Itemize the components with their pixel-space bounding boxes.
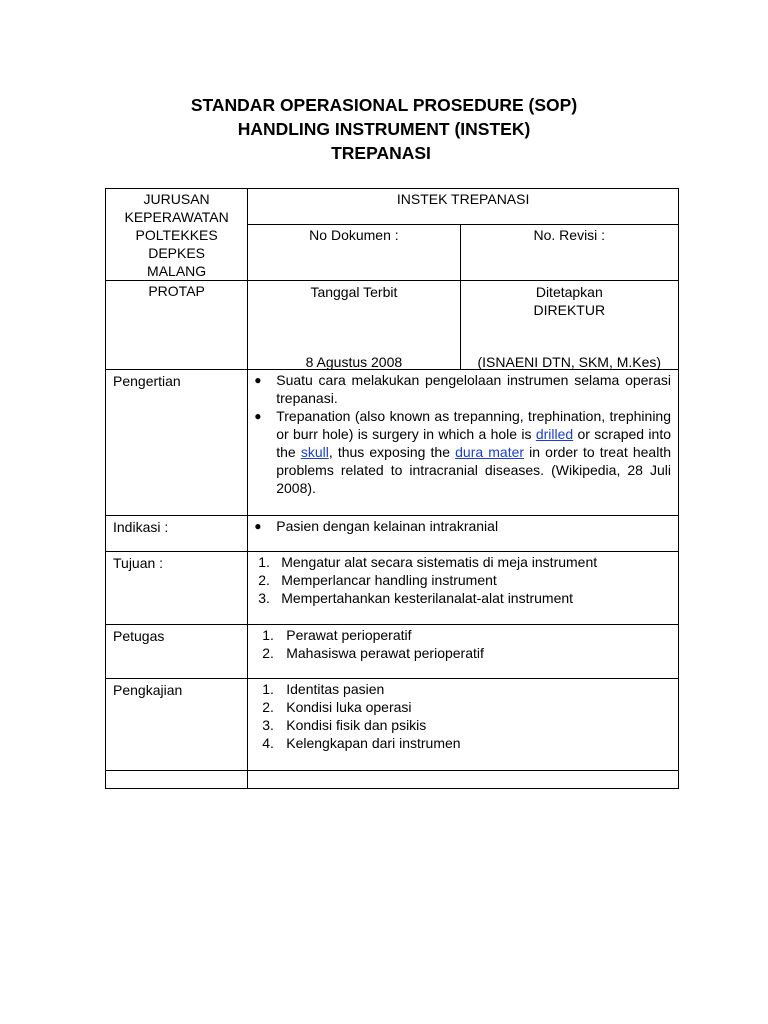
petugas-label: Petugas bbox=[106, 625, 248, 679]
petugas-content bbox=[248, 625, 679, 679]
tanggal-terbit-label: Tanggal Terbit bbox=[310, 284, 398, 300]
list-item: 1. Perawat perioperatif bbox=[262, 627, 412, 643]
direktur-name: (ISNAENI DTN, SKM, M.Kes) bbox=[477, 354, 662, 370]
petugas-item-text: Perawat perioperatif bbox=[286, 627, 412, 643]
pengertian-item-text: or scraped into the bbox=[276, 426, 671, 460]
direktur-label: DIREKTUR bbox=[533, 302, 606, 318]
sop-table bbox=[105, 188, 679, 789]
tujuan-item-text: Mempertahankan kesterilanalat-alat instrument bbox=[281, 590, 574, 606]
ditetapkan-block bbox=[461, 283, 678, 319]
institution-cell bbox=[106, 189, 248, 281]
list-item bbox=[248, 371, 678, 407]
institution-line: JURUSAN bbox=[143, 191, 210, 207]
ditetapkan-label: Ditetapkan bbox=[535, 284, 603, 300]
document-title: INSTEK TREPANASI bbox=[248, 189, 679, 225]
pengertian-label: Pengertian bbox=[106, 370, 248, 516]
list-item bbox=[248, 407, 678, 497]
sop-title-line2: HANDLING INSTRUMENT (INSTEK) bbox=[237, 119, 531, 139]
ditetapkan-cell bbox=[460, 281, 678, 370]
indikasi-content bbox=[248, 516, 679, 552]
pengkajian-label: Pengkajian bbox=[106, 679, 248, 771]
sop-title-line3: TREPANASI bbox=[331, 143, 431, 163]
list-item bbox=[248, 517, 678, 535]
pengkajian-item-text: Kelengkapan dari instrumen bbox=[286, 735, 461, 751]
bullet-dot-icon: ● bbox=[254, 373, 262, 387]
institution-line: KEPERAWATAN bbox=[124, 209, 229, 225]
link-skull[interactable]: skull bbox=[300, 444, 329, 460]
empty-cell bbox=[106, 771, 248, 789]
institution-line: MALANG bbox=[147, 263, 207, 279]
tujuan-label: Tujuan : bbox=[106, 552, 248, 625]
pengkajian-item-text: Identitas pasien bbox=[286, 681, 385, 697]
empty-cell bbox=[248, 771, 679, 789]
sop-title-line1: STANDAR OPERASIONAL PROSEDURE (SOP) bbox=[190, 95, 578, 115]
pengertian-content bbox=[248, 370, 679, 516]
pengertian-item-text: Trepanation (also known as trepanning, trephination, trephining or burr hole) is surgery in which a hole is bbox=[276, 408, 671, 442]
tujuan-content bbox=[248, 552, 679, 625]
bullet-dot-icon: ● bbox=[254, 409, 262, 423]
bullet-dot-icon: ● bbox=[254, 519, 262, 533]
pengertian-item-text: , thus exposing the bbox=[328, 444, 456, 460]
pengkajian-content bbox=[248, 679, 679, 771]
institution-line: POLTEKKES bbox=[135, 227, 218, 243]
pengertian-item-text: Suatu cara melakukan pengelolaan instrumen selama operasi trepanasi. bbox=[276, 372, 671, 406]
list-item: 4. Kelengkapan dari instrumen bbox=[262, 735, 461, 751]
list-item: 3. Kondisi fisik dan psikis bbox=[262, 717, 427, 733]
protap-cell bbox=[106, 281, 248, 370]
no-revisi-label: No. Revisi : bbox=[533, 227, 606, 244]
list-item: 2. Memperlancar handling instrument bbox=[258, 572, 497, 588]
pengertian-item-text: in order to treat health problems related to intracranial diseases. (Wikipedia, 28 Juli 2008). bbox=[276, 444, 671, 496]
tujuan-item-text: Mengatur alat secara sistematis di meja instrument bbox=[281, 554, 598, 570]
protap-label: PROTAP bbox=[148, 283, 205, 299]
indikasi-label: Indikasi : bbox=[106, 516, 248, 552]
link-drilled[interactable]: drilled bbox=[535, 426, 574, 442]
tanggal-terbit-value: 8 Agustus 2008 bbox=[305, 354, 403, 370]
list-item: 1. Identitas pasien bbox=[262, 681, 385, 697]
no-revisi-cell bbox=[460, 225, 678, 281]
list-item: 3. Mempertahankan kesterilanalat-alat instrument bbox=[258, 590, 574, 606]
link-dura-mater[interactable]: dura mater bbox=[455, 444, 525, 460]
tanggal-terbit-cell bbox=[248, 281, 460, 370]
list-item: 2. Kondisi luka operasi bbox=[262, 699, 412, 715]
no-dokumen-cell bbox=[248, 225, 460, 281]
pengkajian-item-text: Kondisi luka operasi bbox=[286, 699, 412, 715]
indikasi-item-text: Pasien dengan kelainan intrakranial bbox=[276, 518, 499, 534]
tujuan-item-text: Memperlancar handling instrument bbox=[281, 572, 497, 588]
list-item: 2. Mahasiswa perawat perioperatif bbox=[262, 645, 484, 661]
institution-line: DEPKES bbox=[148, 245, 206, 261]
petugas-item-text: Mahasiswa perawat perioperatif bbox=[286, 645, 484, 661]
list-item: 1. Mengatur alat secara sistematis di meja instrument bbox=[258, 554, 598, 570]
pengkajian-item-text: Kondisi fisik dan psikis bbox=[286, 717, 427, 733]
no-dokumen-label: No Dokumen : bbox=[309, 227, 399, 244]
